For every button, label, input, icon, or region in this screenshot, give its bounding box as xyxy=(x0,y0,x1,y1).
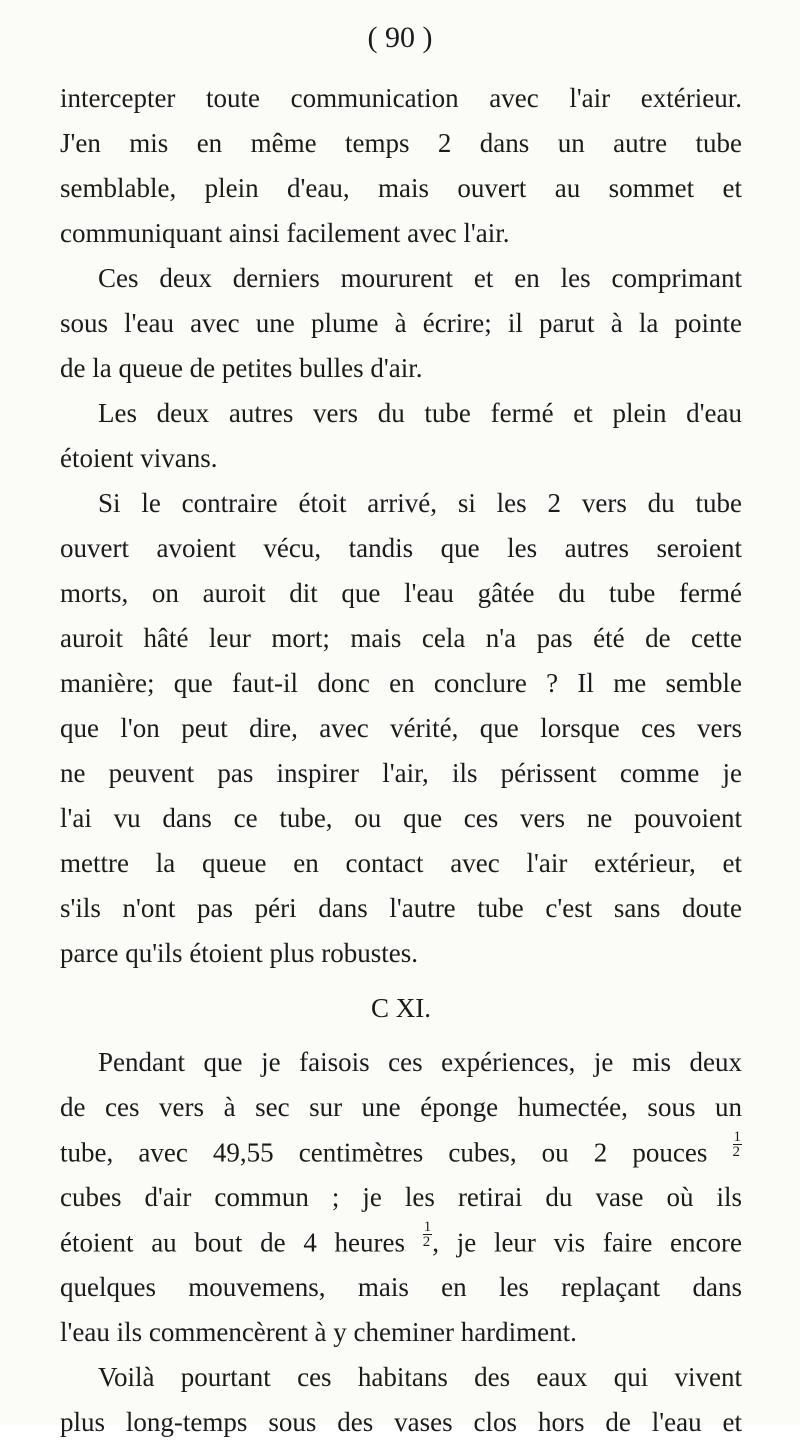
text-line: Ces deux derniers moururent et en les comprimant xyxy=(98,263,742,293)
text-line-with-fraction xyxy=(60,1220,742,1265)
text-line: Pendant que je faisois ces expériences, je mis deux xyxy=(98,1047,742,1077)
text-line: que l'on peut dire, avec vérité, que lorsque ces vers xyxy=(60,713,742,743)
text-line: Les deux autres vers du tube fermé et plein d'eau xyxy=(98,398,742,428)
paragraph xyxy=(60,1040,742,1355)
paragraph xyxy=(60,256,742,391)
text-line: l'eau ils commencèrent à y cheminer hardiment. xyxy=(60,1317,577,1347)
fraction xyxy=(733,1130,743,1159)
text-line: ouvert avoient vécu, tandis que les autres seroient xyxy=(60,533,742,563)
text-line: l'ai vu dans ce tube, ou que ces vers ne pouvoient xyxy=(60,803,742,833)
fraction-numerator: 1 xyxy=(733,1129,742,1145)
text-line: plus long-temps sous des vases clos hors de l'eau et xyxy=(60,1407,742,1437)
fraction-numerator: 1 xyxy=(423,1219,432,1235)
text-line: s'ils n'ont pas péri dans l'autre tube c'est sans doute xyxy=(60,893,742,923)
paragraph xyxy=(60,481,742,976)
text-line: parce qu'ils étoient plus robustes. xyxy=(60,938,419,968)
text-run: tube, avec 49,55 centimètres cubes, ou 2 pouces xyxy=(60,1137,708,1168)
text-line: ne peuvent pas inspirer l'air, ils périssent comme je xyxy=(60,758,742,788)
paragraph xyxy=(60,391,742,481)
text-line: quelques mouvemens, mais en les replaçant dans xyxy=(60,1272,742,1302)
text-line: semblable, plein d'eau, mais ouvert au sommet et xyxy=(60,173,742,203)
page-text xyxy=(60,76,742,1445)
text-run: étoient au bout de 4 heures xyxy=(60,1227,406,1258)
fraction-denominator: 2 xyxy=(422,1234,431,1250)
fraction-denominator: 2 xyxy=(732,1144,741,1160)
text-line-with-fraction xyxy=(60,1130,742,1175)
text-line: mettre la queue en contact avec l'air extérieur, et xyxy=(60,848,742,878)
paragraph xyxy=(60,76,742,256)
text-line: sous l'eau avec une plume à écrire; il parut à la pointe xyxy=(60,308,742,338)
text-line: de la queue de petites bulles d'air. xyxy=(60,353,423,383)
text-line: morts, on auroit dit que l'eau gâtée du tube fermé xyxy=(60,578,742,608)
text-line: Si le contraire étoit arrivé, si les 2 vers du tube xyxy=(98,488,742,518)
text-line: J'en mis en même temps 2 dans un autre tube xyxy=(60,128,742,158)
paragraph xyxy=(60,1355,742,1445)
fraction xyxy=(423,1220,433,1249)
text-line: Voilà pourtant ces habitans des eaux qui vivent xyxy=(98,1362,742,1392)
page-number: ( 90 ) xyxy=(367,21,433,54)
text-run: , je leur vis faire encore xyxy=(432,1227,742,1258)
text-line: intercepter toute communication avec l'air extérieur. xyxy=(60,83,742,113)
text-line: étoient vivans. xyxy=(60,443,218,473)
section-heading: C XI. xyxy=(371,993,431,1023)
text-line: manière; que faut-il donc en conclure ? Il me semble xyxy=(60,668,742,698)
text-line: de ces vers à sec sur une éponge humectée, sous un xyxy=(60,1092,742,1122)
text-line: auroit hâté leur mort; mais cela n'a pas été de cette xyxy=(60,623,742,653)
text-line: communiquant ainsi facilement avec l'air. xyxy=(60,218,510,248)
text-line: cubes d'air commun ; je les retirai du vase où ils xyxy=(60,1182,742,1212)
